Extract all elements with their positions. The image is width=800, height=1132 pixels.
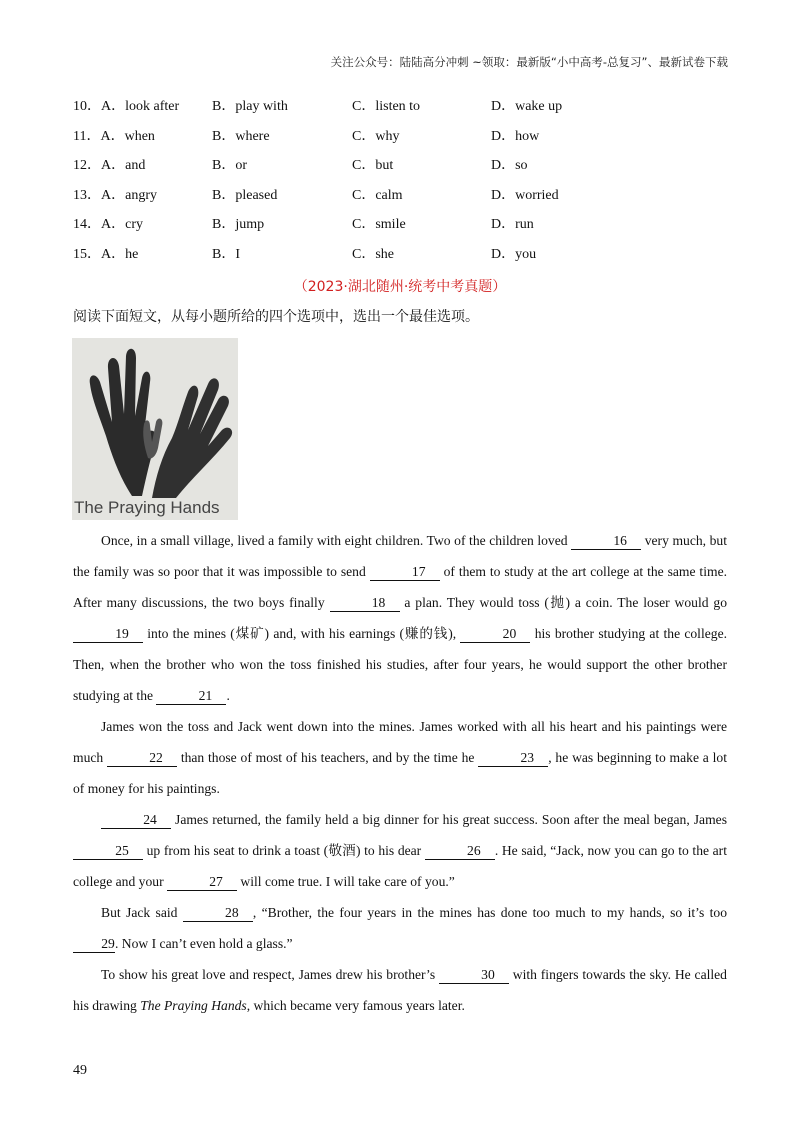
option-row <box>73 126 733 156</box>
passage-text: , which became very famous years later. <box>246 998 465 1013</box>
passage-text: into the mines (煤矿) and, with his earnings (赚的钱), <box>143 626 461 641</box>
question-number: 15．A．he <box>73 246 139 262</box>
blank-17: 17 <box>370 564 440 581</box>
blank-23: 23 <box>478 750 548 767</box>
blank-26: 26 <box>425 843 495 860</box>
option-b: B．jump <box>212 217 265 233</box>
passage-text: a plan. They would toss (抛) a coin. The loser would go <box>399 595 727 610</box>
option-b: B．I <box>212 246 240 262</box>
blank-28: 28 <box>183 905 253 922</box>
option-c: C．why <box>352 128 400 144</box>
option-d: D．wake up <box>491 99 563 114</box>
option-b: B．where <box>212 128 270 144</box>
passage-text: very much, but the family was so poor that it was impossible to send <box>73 533 727 579</box>
passage-text: . Now I can’t even hold a glass.” <box>115 936 293 951</box>
option-row <box>73 96 733 126</box>
passage-text: . <box>226 688 230 703</box>
page-header: 关注公众号：陆陆高分冲刺 ~领取：最新版“小中高考-总复习”、最新试卷下载 <box>330 55 728 69</box>
option-d: D．worried <box>491 187 559 203</box>
blank-20: 20 <box>460 626 530 643</box>
option-d: D．run <box>491 217 534 233</box>
passage-text: To show his great love and respect, James drew his brother’s <box>101 967 439 982</box>
passage-text: But Jack said <box>101 905 183 920</box>
option-row <box>73 244 733 274</box>
blank-18: 18 <box>330 595 400 612</box>
question-number: 13．A．angry <box>73 187 157 203</box>
paragraph-1 <box>73 525 727 711</box>
option-c: C．smile <box>352 217 406 233</box>
paragraph-3 <box>73 804 727 897</box>
source-note: （2023·湖北随州·统考中考真题） <box>293 279 507 295</box>
option-c: C．calm <box>352 187 403 203</box>
blank-19: 19 <box>73 626 143 643</box>
blank-21: 21 <box>156 688 226 705</box>
blank-22: 22 <box>107 750 177 767</box>
answer-options <box>73 96 733 274</box>
passage-text: his brother studying at the college. Then, when the brother who won the toss finished his studies, after four years, he would support the other brother studying at the <box>73 626 728 703</box>
passage-text: with fingers towards the sky. He called his drawing <box>73 967 727 1013</box>
page-number: 49 <box>73 1063 87 1078</box>
question-number: 11．A．when <box>73 128 155 144</box>
option-row <box>73 214 733 244</box>
passage-text: will come true. I will take care of you.” <box>237 874 455 889</box>
option-d: D．how <box>491 128 540 144</box>
blank-29: 29 <box>73 936 115 953</box>
passage-text: . He said, “Jack, now you can go to the art college and your <box>73 843 727 889</box>
blank-16: 16 <box>571 533 641 550</box>
praying-hands-illustration <box>72 338 238 520</box>
passage-text: , “Brother, the four years in the mines has done too much to my hands, so it’s too <box>252 905 727 920</box>
passage-text: James returned, the family held a big dinner for his great success. Soon after the meal began, James <box>171 812 727 827</box>
drawing-title: The Praying Hands <box>140 998 247 1013</box>
blank-27: 27 <box>167 874 237 891</box>
instruction: 阅读下面短文，从每小题所给的四个选项中，选出一个最佳选项。 <box>73 309 479 325</box>
passage-text: Once, in a small village, lived a family with eight children. Two of the children loved <box>101 533 572 548</box>
cloze-passage <box>73 525 727 1021</box>
option-row <box>73 155 733 185</box>
paragraph-5 <box>73 959 727 1021</box>
option-b: B．pleased <box>212 187 278 203</box>
option-d: D．so <box>491 158 528 174</box>
question-number: 14．A．cry <box>73 217 143 233</box>
option-d: D．you <box>491 246 537 262</box>
option-c: C．but <box>352 158 394 174</box>
option-c: C．she <box>352 246 394 262</box>
paragraph-2 <box>73 711 727 804</box>
question-number: 12．A．and <box>73 158 146 174</box>
paragraph-4 <box>73 897 727 959</box>
blank-24: 24 <box>101 812 171 829</box>
question-number: 10．A．look after <box>73 99 180 114</box>
passage-text: James won the toss and Jack went down into the mines. James worked with all his heart and his paintings were much <box>73 719 727 765</box>
passage-text: than those of most of his teachers, and by the time he <box>177 750 479 765</box>
praying-hands-image <box>72 338 238 520</box>
option-b: B．or <box>212 158 247 174</box>
blank-25: 25 <box>73 843 143 860</box>
blank-30: 30 <box>439 967 509 984</box>
option-b: B．play with <box>212 99 288 114</box>
passage-text: of them to study at the art college at the same time. After many discussions, the two boys finally <box>73 564 727 610</box>
passage-text: up from his seat to drink a toast (敬酒) to his dear <box>143 843 425 858</box>
passage-text: , he was beginning to make a lot of money for his paintings. <box>73 750 727 796</box>
figure-caption: The Praying Hands <box>74 498 220 517</box>
option-c: C．listen to <box>352 99 421 114</box>
option-row <box>73 185 733 215</box>
